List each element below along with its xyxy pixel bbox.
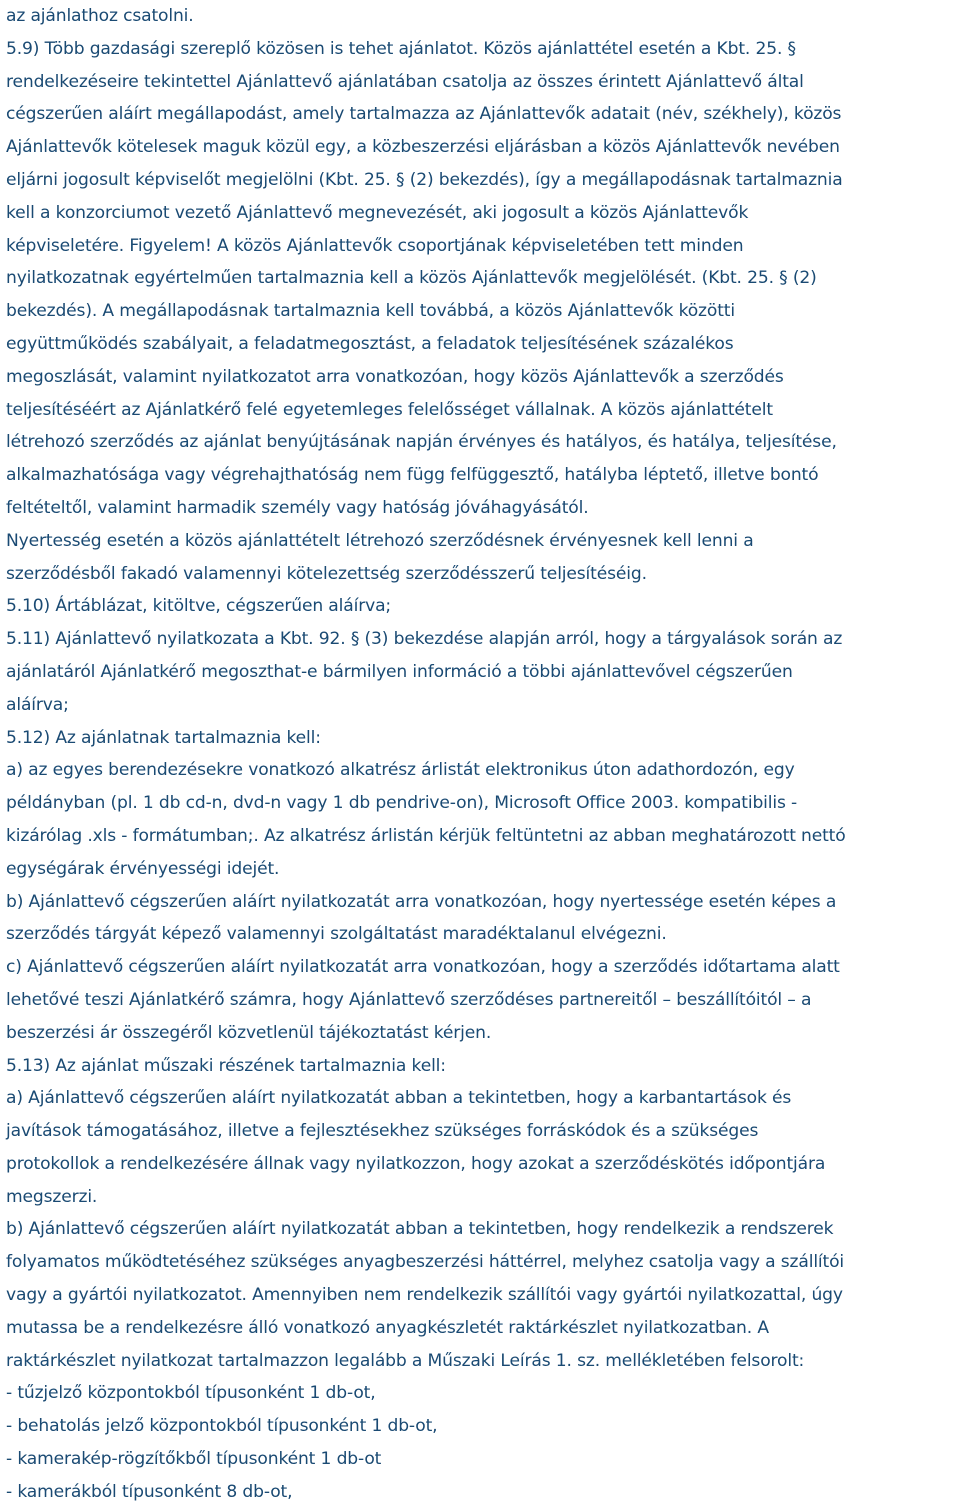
text-line: kizárólag .xls - formátumban;. Az alkatrész árlistán kérjük feltüntetni az abban meghatározott nettó <box>6 825 846 846</box>
text-line: bekezdés). A megállapodásnak tartalmaznia kell továbbá, a közös Ajánlattevők közötti <box>6 301 735 322</box>
text-line: rendelkezéseire tekintettel Ajánlattevő ajánlatában csatolja az összes érintett Ajánlattevő által <box>6 71 804 92</box>
text-line: nyilatkozatnak egyértelműen tartalmaznia kell a közös Ajánlattevők megjelölését. (Kbt. 25. § (2) <box>6 268 817 289</box>
text-line: - tűzjelző központokból típusonként 1 db-ot, <box>6 1383 376 1404</box>
text-line: megoszlását, valamint nyilatkozatot arra vonatkozóan, hogy közös Ajánlattevők a szerződés <box>6 366 784 387</box>
text-line: protokollok a rendelkezésére állnak vagy nyilatkozzon, hogy azokat a szerződéskötés időpontjára <box>6 1153 826 1174</box>
text-line: 5.11) Ajánlattevő nyilatkozata a Kbt. 92. § (3) bekezdése alapján arról, hogy a tárgyalások során az <box>6 629 843 650</box>
text-line: 5.10) Ártáblázat, kitöltve, cégszerűen aláírva; <box>6 596 392 617</box>
text-line: példányban (pl. 1 db cd-n, dvd-n vagy 1 db pendrive-on), Microsoft Office 2003. kompatibilis - <box>6 793 798 814</box>
text-line: aláírva; <box>6 694 69 715</box>
text-line: folyamatos működtetéséhez szükséges anyagbeszerzési háttérrel, melyhez csatolja vagy a szállítói <box>6 1252 845 1273</box>
text-line: kell a konzorciumot vezető Ajánlattevő megnevezését, aki jogosult a közös Ajánlattevők <box>6 202 749 223</box>
text-line: szerződésből fakadó valamennyi kötelezettség szerződésszerű teljesítéséig. <box>6 563 647 584</box>
text-line: alkalmazhatósága vagy végrehajthatóság nem függ felfüggesztő, hatályba léptető, illetve bontó <box>6 465 819 486</box>
text-line: eljárni jogosult képviselőt megjelölni (Kbt. 25. § (2) bekezdés), így a megállapodásnak tartalmaznia <box>6 169 843 190</box>
text-line: 5.13) Az ajánlat műszaki részének tartalmaznia kell: <box>6 1055 446 1076</box>
text-line: létrehozó szerződés az ajánlat benyújtásának napján érvényes és hatályos, és hatálya, teljesítése, <box>6 432 837 453</box>
text-line: b) Ajánlattevő cégszerűen aláírt nyilatkozatát abban a tekintetben, hogy rendelkezik a rendszerek <box>6 1219 834 1240</box>
document-body <box>6 0 958 1509</box>
text-line: Ajánlattevők kötelesek maguk közül egy, a közbeszerzési eljárásban a közös Ajánlattevők nevében <box>6 137 840 158</box>
text-line: egységárak érvényességi idejét. <box>6 858 280 879</box>
text-line: raktárkészlet nyilatkozat tartalmazzon legalább a Műszaki Leírás 1. sz. mellékletében felsorolt: <box>6 1350 805 1371</box>
text-line: Nyertesség esetén a közös ajánlattételt létrehozó szerződésnek érvényesnek kell lenni a <box>6 530 754 551</box>
text-line: a) Ajánlattevő cégszerűen aláírt nyilatkozatát abban a tekintetben, hogy a karbantartások és <box>6 1088 792 1109</box>
text-line: - behatolás jelző központokból típusonként 1 db-ot, <box>6 1416 438 1437</box>
text-line: feltételtől, valamint harmadik személy vagy hatóság jóváhagyásától. <box>6 497 589 518</box>
text-line: megszerzi. <box>6 1186 98 1207</box>
text-line: cégszerűen aláírt megállapodást, amely tartalmazza az Ajánlattevők adatait (név, székhely), közös <box>6 104 842 125</box>
text-line: mutassa be a rendelkezésre álló vonatkozó anyagkészletét raktárkészlet nyilatkozatban. A <box>6 1317 769 1338</box>
text-line: - kamerákból típusonként 8 db-ot, <box>6 1481 293 1502</box>
text-line: vagy a gyártói nyilatkozatot. Amennyiben nem rendelkezik szállítói vagy gyártói nyilatkozattal, úgy <box>6 1285 843 1306</box>
text-line: 5.9) Több gazdasági szereplő közösen is tehet ajánlatot. Közös ajánlattétel esetén a Kbt. 25. § <box>6 38 796 59</box>
text-line: a) az egyes berendezésekre vonatkozó alkatrész árlistát elektronikus úton adathordozón, egy <box>6 760 795 781</box>
text-line: szerződés tárgyát képező valamennyi szolgáltatást maradéktalanul elvégezni. <box>6 924 667 945</box>
text-line: lehetővé teszi Ajánlatkérő számra, hogy Ajánlattevő szerződéses partnereitől – beszállítóitól – a <box>6 989 812 1010</box>
text-line: - kamerakép-rögzítőkből típusonként 1 db-ot <box>6 1449 382 1470</box>
text-line: együttműködés szabályait, a feladatmegosztást, a feladatok teljesítésének százalékos <box>6 333 734 354</box>
text-line: ajánlatáról Ajánlatkérő megoszthat-e bármilyen információ a többi ajánlattevővel cégszerűen <box>6 661 793 682</box>
text-line: képviseletére. Figyelem! A közös Ajánlattevők csoportjának képviseletében tett minden <box>6 235 744 256</box>
text-line: 5.12) Az ajánlatnak tartalmaznia kell: <box>6 727 321 748</box>
text-line: b) Ajánlattevő cégszerűen aláírt nyilatkozatát arra vonatkozóan, hogy nyertessége esetén képes a <box>6 891 837 912</box>
text-line: az ajánlathoz csatolni. <box>6 6 194 26</box>
text-line: javítások támogatásához, illetve a fejlesztésekhez szükséges forráskódok és a szükséges <box>6 1121 759 1142</box>
text-line: beszerzési ár összegéről közvetlenül tájékoztatást kérjen. <box>6 1022 492 1043</box>
text-line: c) Ajánlattevő cégszerűen aláírt nyilatkozatát arra vonatkozóan, hogy a szerződés időtartama alatt <box>6 957 840 978</box>
text-line: teljesítéséért az Ajánlatkérő felé egyetemleges felelősséget vállalnak. A közös ajánlattételt <box>6 399 773 420</box>
